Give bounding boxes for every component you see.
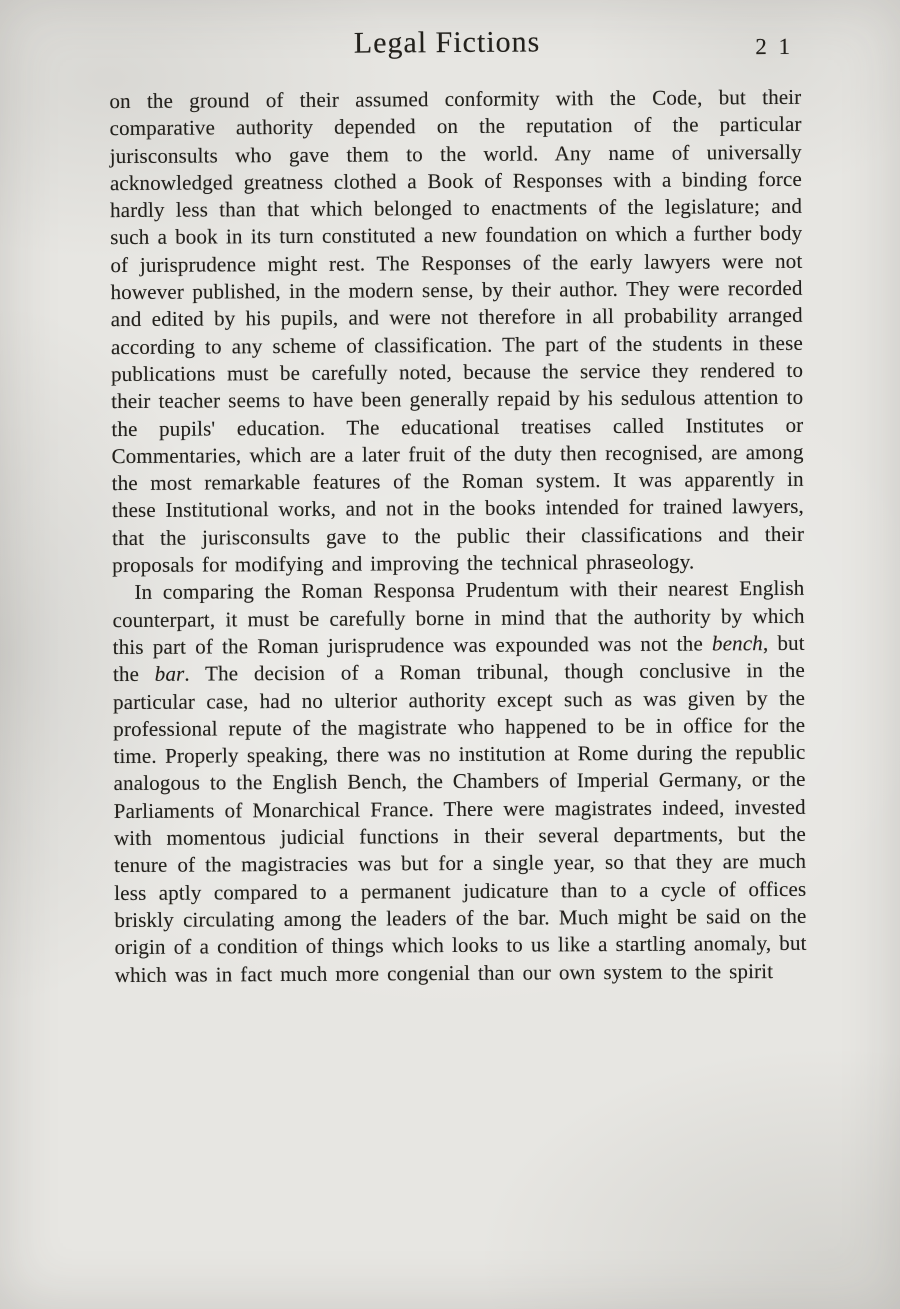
text-run: on the ground of their assumed conformity with the Code, but their comparative authority depended on the reputation of the particular jurisconsults who gave them to the world. Any name of universally acknowledged greatness clothed a Book of Responses with a binding force hardly less than that which belonged to enactments of the legislature; and such a book in its turn constituted a new foundation on which a further body of jurisprudence might rest. The Responses of the early lawyers were not however published, in the modern sense, by their author. They were recorded and edited by his pupils, and were not therefore in all probability arranged according to any scheme of classification. The part of the students in these publications must be carefully noted, because the service they rendered to their teacher seems to have been generally repaid by his sedulous attention to the pupils' education. The educational treatises called Institutes or Commentaries, which are a later fruit of the duty then recognised, are among the most remarkable features of the Roman system. It was apparently in these Institutional works, and not in the books intended for trained lawyers, that the jurisconsults gave to the public their classifications and their proposals for modifying and improving the technical phraseology. — [109, 84, 805, 578]
italic-text-run: bench — [711, 631, 763, 656]
page-number: 2 1 — [755, 33, 794, 60]
italic-text-run: bar — [154, 661, 185, 687]
paragraph — [109, 84, 804, 580]
page-header — [0, 0, 897, 73]
paragraph — [112, 575, 806, 989]
page-title: Legal Fictions — [353, 25, 541, 60]
text-run: , but the — [112, 630, 805, 687]
text-run: In comparing the Roman Responsa Prudentum with their nearest English counterpart, it must be carefully borne in mind that the authority by which this part of the Roman jurisprudence was expounded was not the — [112, 576, 805, 659]
page-body — [109, 84, 806, 989]
text-run: . The decision of a Roman tribunal, though conclusive in the particular case, had no ulterior authority except such as was given by the professional repute of the magistrate who happened to be in office for the time. Properly speaking, there was no institution at Rome during the republic analogous to the English Bench, the Chambers of Imperial Germany, or the Parliaments of Monarchical France. There were magistrates indeed, invested with momentous judicial functions in their several departments, but the tenure of the magistracies was but for a single year, so that they are much less aptly compared to a permanent judicature than to a cycle of offices briskly circulating among the leaders of the bar. Much might be said on the origin of a condition of things which looks to us like a startling anomaly, but which was in fact much more congenial than our own system to the spirit — [113, 658, 807, 987]
